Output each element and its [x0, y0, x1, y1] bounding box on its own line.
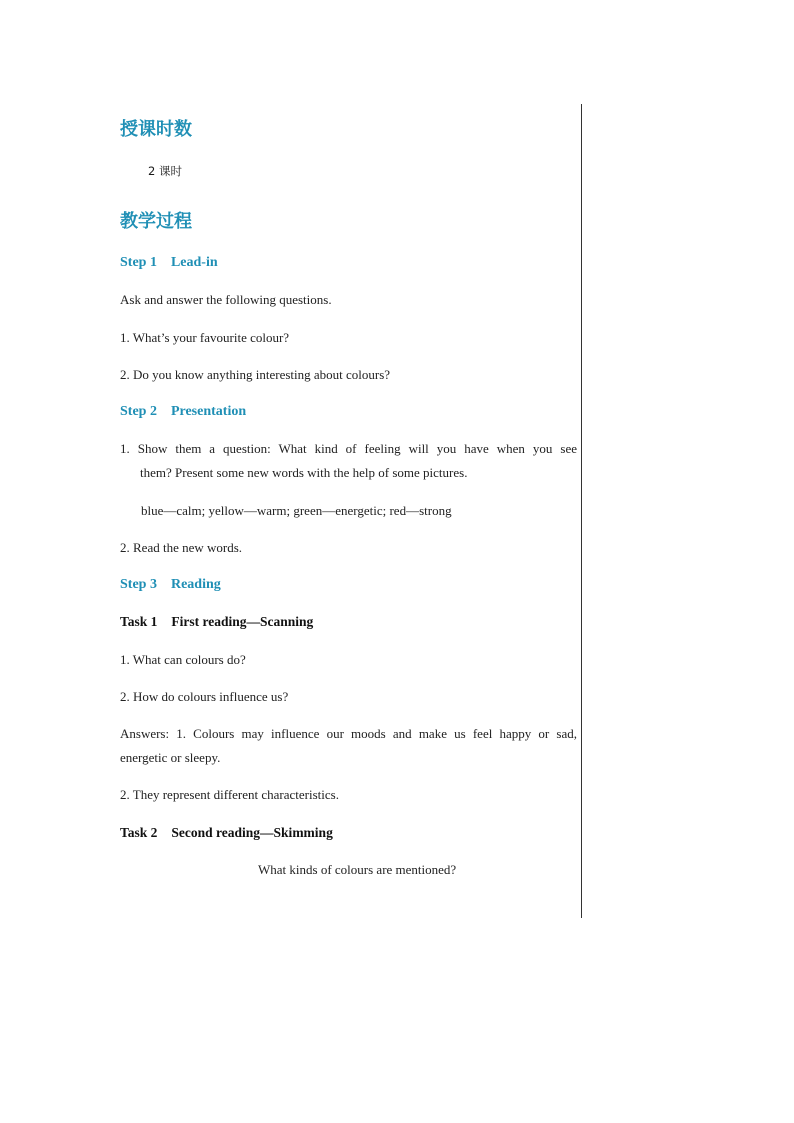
task1-heading — [120, 614, 313, 630]
step1-heading — [120, 255, 218, 271]
vertical-divider — [581, 104, 582, 918]
task1-question-2: 2. How do colours influence us? — [120, 689, 289, 704]
step1-question-2: 2. Do you know anything interesting about colours? — [120, 367, 391, 382]
task1-question-1: 1. What can colours do? — [120, 652, 246, 667]
task2-number: Task 2 — [120, 825, 158, 840]
step1-name: Lead-in — [170, 255, 218, 270]
step3-heading — [120, 577, 221, 593]
step2-heading — [120, 404, 246, 420]
answers-line-1: Answers: 1. Colours may influence our moods and make us feel happy or sad, — [120, 726, 577, 741]
step3-name: Reading — [170, 577, 221, 592]
step1-intro: Ask and answer the following questions. — [120, 292, 332, 307]
task2-name: Second reading—Skimming — [171, 825, 333, 840]
heading-teaching-process: 教学过程 — [120, 211, 192, 232]
task1-name: First reading—Scanning — [171, 614, 314, 629]
teaching-hours-value: 2 课时 — [148, 164, 182, 178]
step2-number: Step 2 — [120, 404, 157, 419]
step1-number: Step 1 — [120, 255, 157, 270]
step3-number: Step 3 — [120, 577, 157, 592]
answers-line-2: energetic or sleepy. — [120, 750, 221, 765]
step2-name: Presentation — [170, 404, 247, 419]
step2-item1-line2: them? Present some new words with the help of some pictures. — [140, 465, 468, 480]
step1-question-1: 1. What’s your favourite colour? — [120, 330, 290, 345]
task1-number: Task 1 — [120, 614, 158, 629]
step2-vocabulary: blue—calm; yellow—warm; green—energetic; red—strong — [141, 503, 452, 518]
answers-item-2: 2. They represent different characteristics. — [120, 787, 339, 802]
task2-heading — [120, 825, 333, 841]
step2-item2: 2. Read the new words. — [120, 540, 243, 555]
task2-question: What kinds of colours are mentioned? — [258, 862, 457, 877]
heading-teaching-hours: 授课时数 — [120, 119, 192, 140]
step2-item1-line1: 1. Show them a question: What kind of feeling will you have when you see — [120, 441, 577, 456]
